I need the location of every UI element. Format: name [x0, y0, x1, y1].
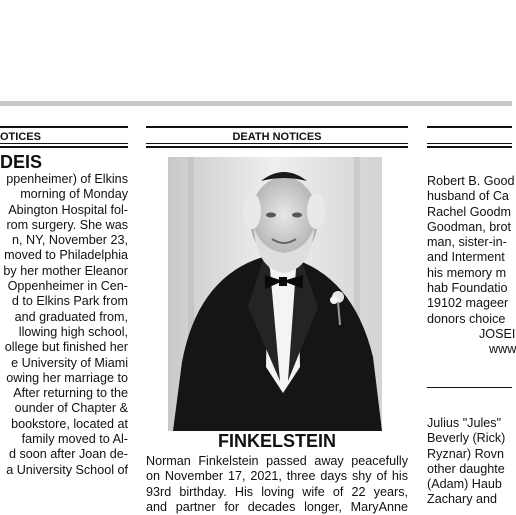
middle-obituary-text: [146, 454, 408, 515]
text-line: moved to Philadelphia: [4, 248, 128, 263]
right-section-header: [427, 126, 512, 148]
text-line: Julius "Jules": [427, 416, 502, 430]
text-line: his memory m: [427, 265, 507, 280]
left-obituary-text: [0, 172, 128, 478]
text-line: 93rd birthday. His loving wife of 22 years,: [146, 484, 408, 499]
page-separator-rule: [0, 101, 512, 106]
left-section-header: [0, 126, 128, 148]
text-line: other daughte: [427, 461, 505, 476]
text-line: rom surgery. She was: [6, 217, 128, 232]
right-obituary-text: [427, 174, 516, 358]
text-line: Norman Finkelstein passed away peacefully: [146, 454, 408, 468]
portrait-image: [168, 157, 382, 431]
text-line: hab Foundatio: [427, 281, 508, 296]
text-line: e University of Miami: [11, 355, 128, 370]
text-line: Oppenheimer in Cen-: [7, 279, 128, 294]
left-obituary-name: DEIS: [0, 152, 43, 172]
text-line: man, sister-in-: [427, 235, 507, 250]
left-column: [0, 126, 128, 478]
text-line: Abington Hospital fol-: [8, 202, 128, 217]
text-line: donors choice: [427, 311, 506, 326]
obituary-photo: [168, 157, 382, 431]
text-line: family moved to Al-: [21, 432, 128, 447]
death-notices-header-text: DEATH NOTICES: [232, 131, 322, 143]
text-line: After returning to the: [13, 386, 128, 401]
text-line: morning of Monday: [20, 187, 128, 202]
text-line: n, NY, November 23,: [12, 233, 128, 248]
middle-column: [146, 126, 408, 514]
left-section-header-text: OTICES: [0, 131, 41, 143]
right-obituary-text-2: [427, 416, 505, 508]
text-line: Beverly (Rick): [427, 431, 506, 446]
text-line: and Interment: [427, 250, 505, 265]
text-line: Robert B. Good: [427, 174, 515, 188]
text-line: Ryznar) Rovn: [427, 446, 504, 461]
death-notices-header: [146, 126, 408, 148]
text-line: d soon after Joan de-: [8, 447, 128, 462]
text-line: llowing high school,: [18, 324, 128, 339]
right-column: [427, 126, 516, 507]
right-divider-rule: [427, 387, 512, 388]
text-line: and partner for decades longer, MaryAnne: [146, 499, 408, 514]
text-line: JOSEI: [479, 326, 516, 341]
text-line: on November 17, 2021, three days shy of his: [146, 469, 408, 484]
text-line: d to Elkins Park from: [11, 294, 128, 309]
text-line: and graduated from,: [14, 309, 128, 324]
middle-obituary-name: FINKELSTEIN: [217, 431, 336, 451]
text-line: owing her marriage to: [6, 370, 128, 385]
text-line: a University School of: [6, 462, 128, 477]
text-line: www: [489, 342, 516, 357]
text-line: 19102 mageer: [427, 296, 509, 311]
text-line: ounder of Chapter &: [14, 401, 128, 416]
text-line: ppenheimer) of Elkins: [6, 172, 128, 186]
text-line: by her mother Eleanor: [3, 263, 128, 278]
text-line: Goodman, brot: [427, 219, 512, 234]
text-line: (Adam) Haub: [427, 477, 502, 492]
text-line: Zachary and: [427, 492, 498, 507]
text-line: husband of Ca: [427, 189, 509, 204]
text-line: ollege but finished her: [4, 340, 128, 355]
text-line: bookstore, located at: [11, 416, 128, 431]
text-line: Rachel Goodm: [427, 204, 511, 219]
